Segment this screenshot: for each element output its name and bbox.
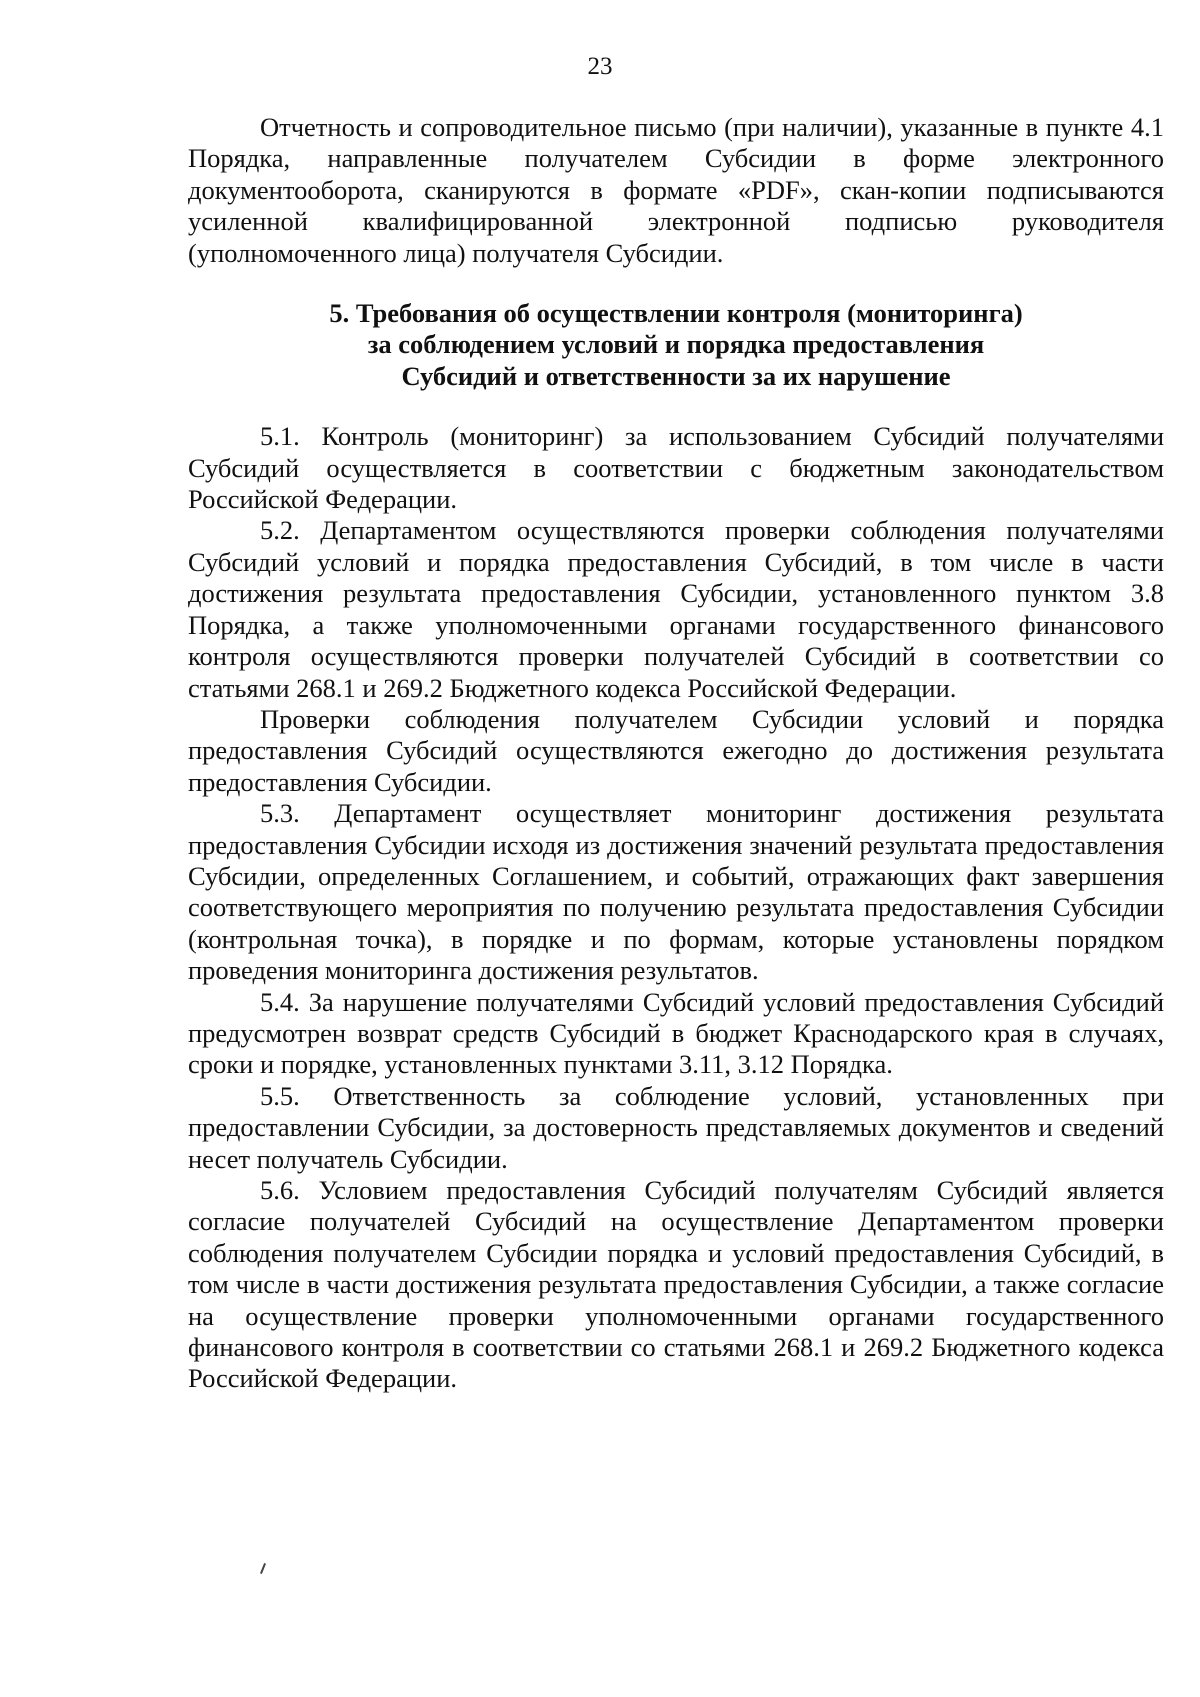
intro-paragraph: Отчетность и сопроводительное письмо (при наличии), указанные в пункте 4.1 Порядка, направленные получателем Субсидии в форме электронного документооборота, сканируются в формате «PDF», скан-копии подписываются усиленной квалифицированной электронной подписью руководителя (уполномоченного лица) получателя Субсидии. — [188, 112, 1164, 268]
paragraph-5-2: 5.2. Департаментом осуществляются проверки соблюдения получателями Субсидий условий и порядка предоставления Субсидий, в том числе в части достижения результата предоставления Субсидии, установленного пунктом 3.8 Порядка, а также уполномоченными органами государственного финансового контроля осуществляются проверки получателей Субсидий в соответствии со статьями 268.1 и 269.2 Бюджетного кодекса Российской Федерации. — [188, 515, 1164, 703]
page-number: 23 — [587, 53, 613, 80]
section-heading-line-3: Субсидий и ответственности за их нарушение — [401, 360, 951, 391]
paragraph-5-4: 5.4. За нарушение получателями Субсидий условий предоставления Субсидий предусмотрен возврат средств Субсидий в бюджет Краснодарского края в случаях, сроки и порядке, установленных пунктами 3.11, 3.12 Порядка. — [188, 986, 1164, 1080]
section-heading-line-1: 5. Требования об осуществлении контроля (мониторинга) — [329, 298, 1023, 329]
paragraph-5-6: 5.6. Условием предоставления Субсидий получателям Субсидий является согласие получателей Субсидий на осуществление Департаментом проверки соблюдения получателем Субсидии порядка и условий предоставления Субсидий, в том числе в части достижения результата предоставления Субсидии, а также согласие на осуществление проверки уполномоченными органами государственного финансового контроля в соответствии со статьями 268.1 и 269.2 Бюджетного кодекса Российской Федерации. — [188, 1175, 1164, 1394]
paragraph-5-2-checks: Проверки соблюдения получателем Субсидии условий и порядка предоставления Субсидий осуществляются ежегодно до достижения результата предоставления Субсидии. — [188, 703, 1164, 797]
stray-mark — [260, 1563, 266, 1574]
section-heading-line-2: за соблюдением условий и порядка предоставления — [367, 329, 985, 360]
paragraph-5-3: 5.3. Департамент осуществляет мониторинг достижения результата предоставления Субсидии исходя из достижения значений результата предоставления Субсидии, определенных Соглашением, и событий, отражающих факт завершения соответствующего мероприятия по получению результата предоставления Субсидии (контрольная точка), в порядке и по формам, которые установлены порядком проведения мониторинга достижения результатов. — [188, 798, 1164, 986]
section-heading — [188, 298, 1164, 392]
paragraph-5-5: 5.5. Ответственность за соблюдение условий, установленных при предоставлении Субсидии, за достоверность представляемых документов и сведений несет получатель Субсидии. — [188, 1080, 1164, 1174]
paragraph-5-1: 5.1. Контроль (мониторинг) за использованием Субсидий получателями Субсидий осуществляется в соответствии с бюджетным законодательством Российской Федерации. — [188, 421, 1164, 515]
document-body — [188, 112, 1164, 1395]
